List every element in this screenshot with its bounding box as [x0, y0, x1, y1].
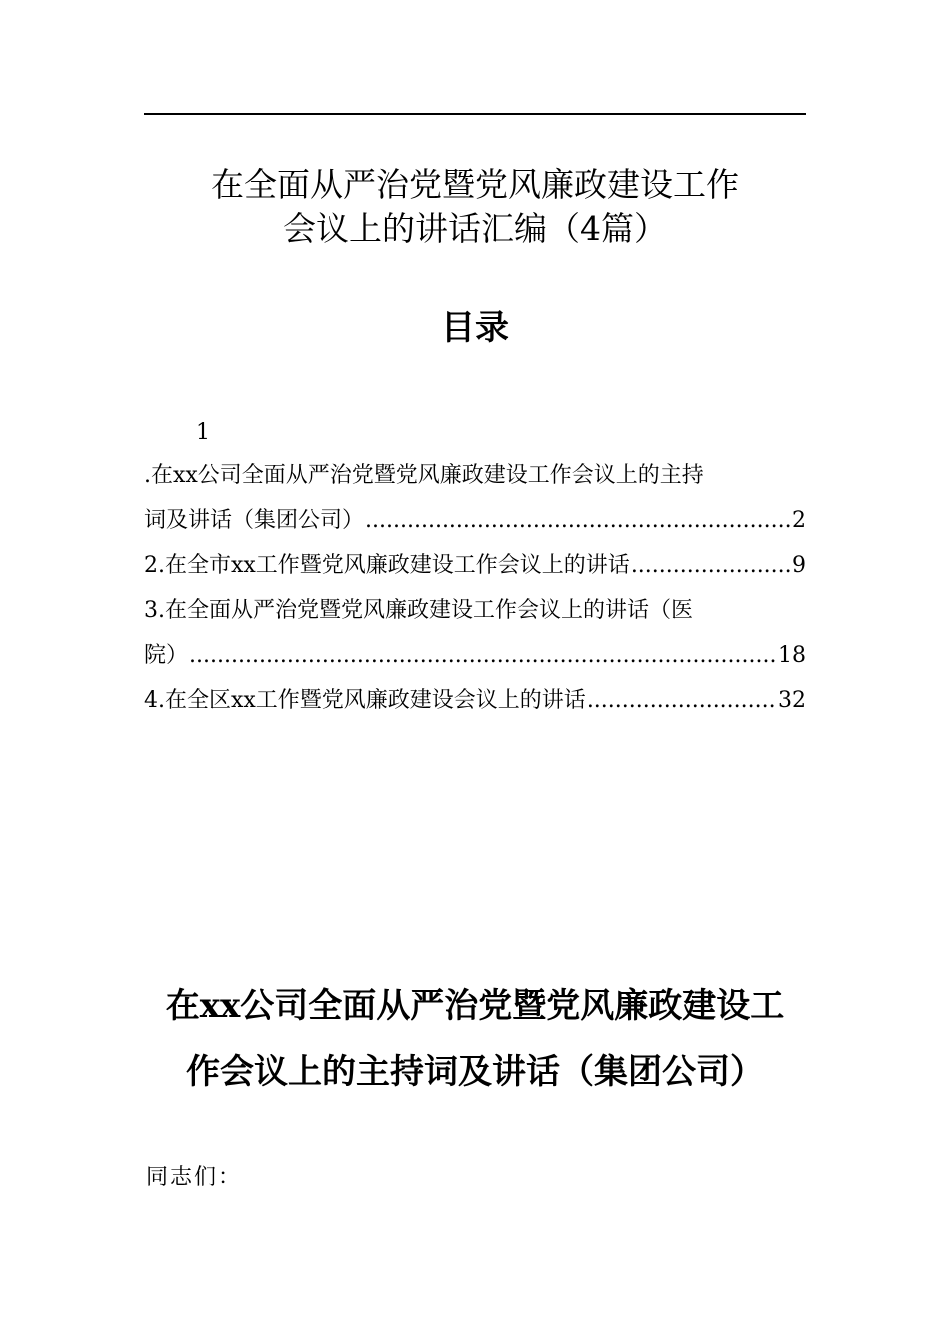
toc-item-1-text-line1: .在xx公司全面从严治党暨党风廉政建设工作会议上的主持: [144, 463, 704, 488]
header-rule: [144, 113, 806, 115]
document-title-line1: 在全面从严治党暨党风廉政建设工作: [211, 165, 739, 204]
section-title-line1: 在xx公司全面从严治党暨党风廉政建设工: [165, 986, 785, 1026]
toc-item-1-number: 1: [196, 420, 210, 445]
toc-item-1-line1[interactable]: [144, 461, 806, 491]
toc-item-3-text-line1: 3.在全面从严治党暨党风廉政建设工作会议上的讲话（医: [144, 598, 693, 623]
toc-item-1-line2[interactable]: [144, 506, 806, 536]
toc-item-3-line1[interactable]: [144, 596, 806, 626]
toc-item-3-page: 18: [778, 643, 806, 668]
toc-heading: 目录: [441, 308, 509, 348]
toc-item-4[interactable]: [144, 686, 806, 716]
toc-item-3-text-line2: 院）: [144, 643, 189, 668]
salutation: 同志们：: [146, 1165, 243, 1190]
toc-item-4-text: 4.在全区xx工作暨党风廉政建设会议上的讲话: [144, 688, 586, 713]
toc-leader-dots: [631, 551, 791, 581]
toc-item-2[interactable]: [144, 551, 806, 581]
toc-item-4-page: 32: [778, 688, 806, 713]
toc-leader-dots: [189, 641, 777, 671]
section-title-line2: 作会议上的主持词及讲话（集团公司）: [186, 1052, 764, 1092]
toc-leader-dots: [587, 686, 777, 716]
toc-item-3-line2[interactable]: [144, 641, 806, 671]
toc-leader-dots: [365, 506, 791, 536]
document-title-line2: 会议上的讲话汇编（4篇）: [283, 209, 667, 248]
toc-item-1-text-line2: 词及讲话（集团公司）: [144, 508, 365, 533]
toc-item-1-page: 2: [792, 508, 806, 533]
toc-item-2-text: 2.在全市xx工作暨党风廉政建设工作会议上的讲话: [144, 553, 630, 578]
toc-item-2-page: 9: [792, 553, 806, 578]
